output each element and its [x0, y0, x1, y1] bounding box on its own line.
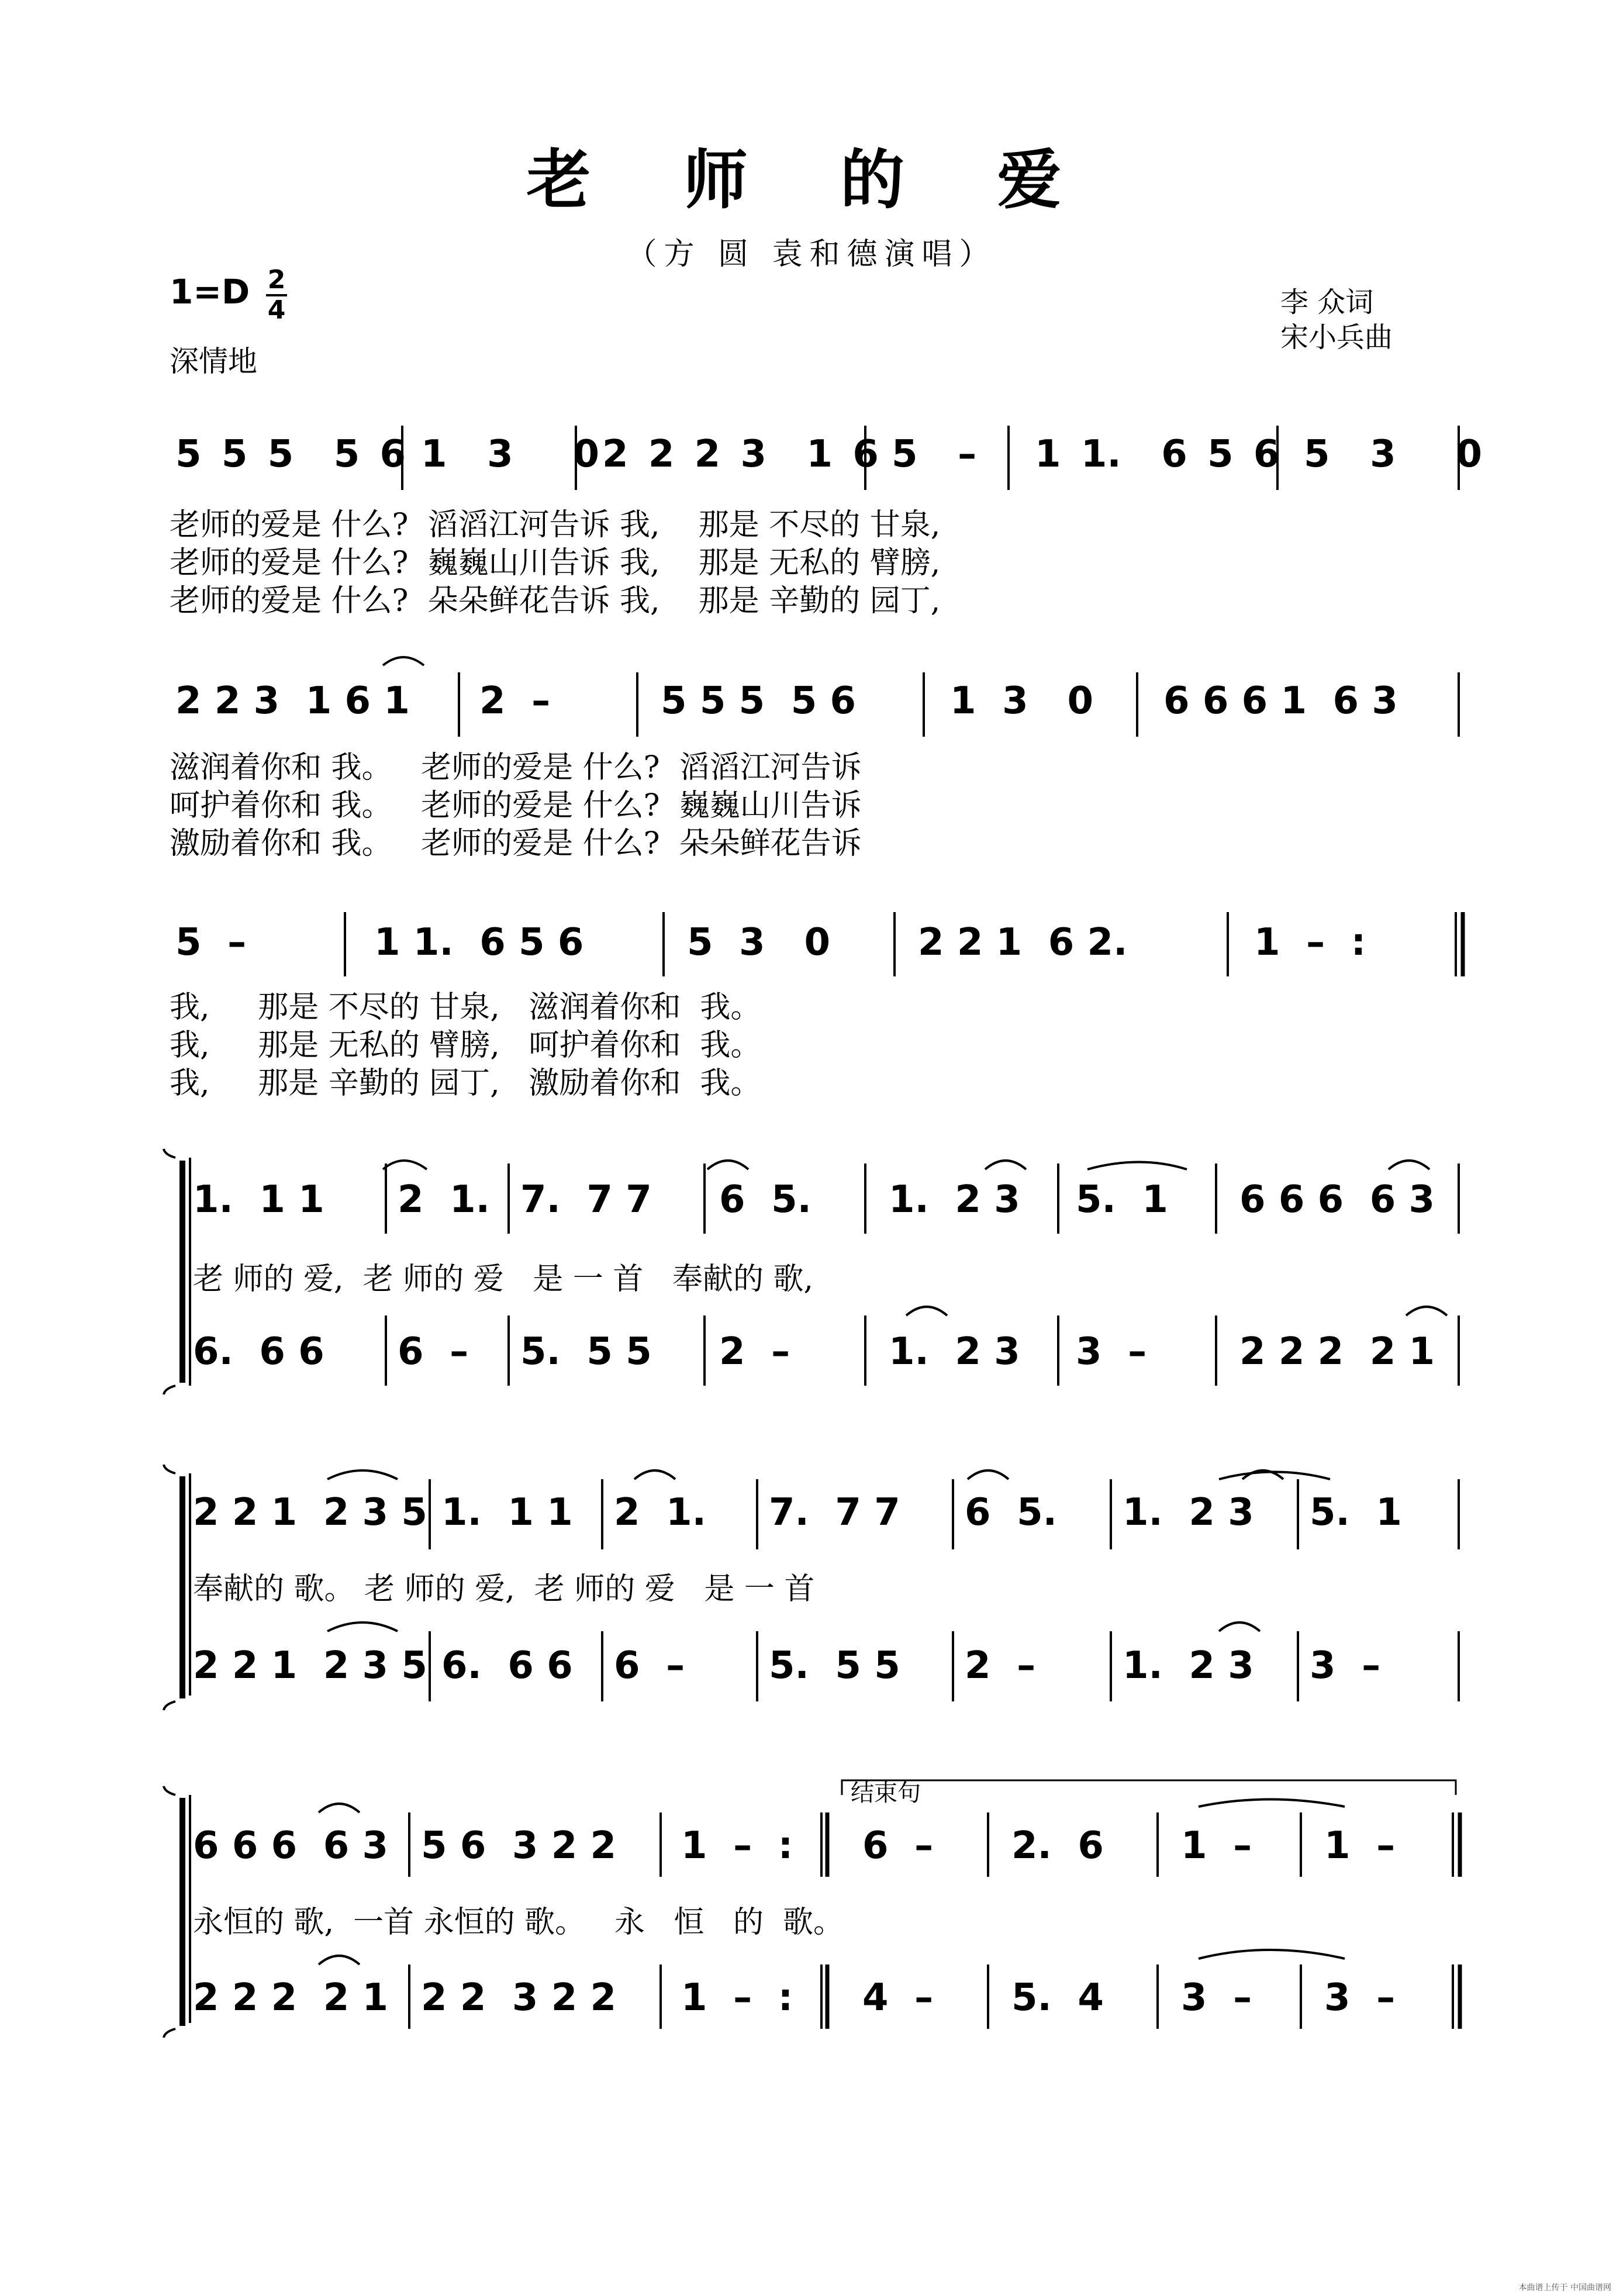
time-signature-top: 2 — [267, 265, 286, 295]
measure: 3 – — [1181, 1976, 1252, 2019]
song-title: 老 师 的 爱 — [526, 142, 1097, 217]
lyricist-credit: 李 众词 — [1280, 286, 1374, 319]
measure: 5. 1 — [1076, 1178, 1168, 1221]
time-signature-bottom: 4 — [267, 295, 286, 325]
measure: 1. 2 3 — [889, 1178, 1020, 1221]
measure: 5 6 3 2 2 — [421, 1824, 617, 1867]
measure: 1 3 0 — [950, 679, 1093, 723]
measure: 2 2 3 1 6 1 — [175, 679, 410, 723]
key-signature: 1=D — [170, 272, 250, 312]
composer-credit: 宋小兵曲 — [1280, 321, 1393, 354]
system-4-lyric: 老 师的 爱, 老 师的 爱 是 一 首 奉献的 歌, — [193, 1262, 813, 1297]
measure: 1. 2 3 — [1123, 1491, 1254, 1534]
measure: 1 – — [1181, 1824, 1252, 1867]
song-subtitle: （方 圆 袁和德演唱） — [626, 237, 997, 272]
measure: 6 5. — [965, 1491, 1057, 1534]
system-6-lyric: 永恒的 歌, 一首 永恒的 歌。 永 恒 的 歌。 — [193, 1905, 844, 1940]
measure: 7. 7 7 — [520, 1178, 652, 1221]
measure: 1 – : — [681, 1824, 793, 1867]
system-1-lyric-1: 老师的爱是 什么? 滔滔江河告诉 我, 那是 不尽的 甘泉, — [170, 507, 941, 543]
measure: 6. 6 6 — [193, 1330, 324, 1373]
tempo-marking: 深情地 — [170, 344, 257, 378]
system-5-lyric: 奉献的 歌。 老 师的 爱, 老 师的 爱 是 一 首 — [193, 1572, 815, 1607]
measure: 5 – — [892, 433, 977, 476]
measure: 6 6 6 6 3 — [1239, 1178, 1435, 1221]
system-2-lyric-3: 激励着你和 我。 老师的爱是 什么? 朵朵鲜花告诉 — [170, 826, 862, 861]
system-2-lyric-2: 呵护着你和 我。 老师的爱是 什么? 巍巍山川告诉 — [170, 788, 862, 823]
system-1-lyric-2: 老师的爱是 什么? 巍巍山川告诉 我, 那是 无私的 臂膀, — [170, 545, 941, 581]
measure: 2 2 1 2 3 5 — [193, 1491, 427, 1534]
ending-label: 结束句 — [851, 1780, 921, 1807]
measure: 1. 1 1 — [441, 1491, 573, 1534]
measure: 1 – — [1324, 1824, 1396, 1867]
measure: 2 1. — [398, 1178, 490, 1221]
measure: 6 – — [614, 1644, 685, 1687]
measure: 5 3 0 — [1304, 433, 1482, 476]
measure: 7. 7 7 — [769, 1491, 900, 1534]
measure: 2 – — [965, 1644, 1036, 1687]
measure: 6 6 6 1 6 3 — [1163, 679, 1398, 723]
measure: 5 – — [175, 921, 247, 964]
measure: 2 – — [479, 679, 551, 723]
measure: 6. 6 6 — [441, 1644, 573, 1687]
measure: 2 2 1 2 3 5 — [193, 1644, 427, 1687]
system-1-lyric-3: 老师的爱是 什么? 朵朵鲜花告诉 我, 那是 辛勤的 园丁, — [170, 584, 941, 619]
measure: 1. 2 3 — [1123, 1644, 1254, 1687]
measure: 1 1. 6 5 6 — [1035, 433, 1280, 476]
measure: 1 – : — [1254, 921, 1366, 964]
measure: 2. 6 — [1011, 1824, 1104, 1867]
measure: 2 2 2 2 1 — [1239, 1330, 1435, 1373]
system-2-lyric-1: 滋润着你和 我。 老师的爱是 什么? 滔滔江河告诉 — [170, 750, 862, 785]
measure: 6 – — [862, 1824, 934, 1867]
footer-watermark: 本曲谱上传于 中国曲谱网 — [1518, 2283, 1611, 2292]
measure: 3 – — [1324, 1976, 1396, 2019]
measure: 6 – — [398, 1330, 469, 1373]
system-3-lyric-3: 我, 那是 辛勤的 园丁, 激励着你和 我。 — [170, 1066, 761, 1101]
measure: 2 1. — [614, 1491, 706, 1534]
measure: 5. 1 — [1310, 1491, 1402, 1534]
measure: 1 3 0 — [421, 433, 599, 476]
measure: 5 5 5 5 6 — [661, 679, 857, 723]
measure: 3 – — [1076, 1330, 1147, 1373]
measure: 5 3 0 — [687, 921, 830, 964]
measure: 2 2 2 3 1 6 — [602, 433, 879, 476]
measure: 2 2 1 6 2. — [918, 921, 1128, 964]
measure: 5. 4 — [1011, 1976, 1104, 2019]
measure: 2 – — [719, 1330, 790, 1373]
measure: 5 5 5 5 6 — [175, 433, 406, 476]
measure: 4 – — [862, 1976, 934, 2019]
measure: 5. 5 5 — [520, 1330, 652, 1373]
measure: 2 2 3 2 2 — [421, 1976, 617, 2019]
measure: 3 – — [1310, 1644, 1381, 1687]
measure: 1. 2 3 — [889, 1330, 1020, 1373]
measure: 2 2 2 2 1 — [193, 1976, 389, 2019]
measure: 5. 5 5 — [769, 1644, 900, 1687]
measure: 1 – : — [681, 1976, 793, 2019]
measure: 1. 1 1 — [193, 1178, 324, 1221]
measure: 6 5. — [719, 1178, 811, 1221]
system-3-lyric-1: 我, 那是 不尽的 甘泉, 滋润着你和 我。 — [170, 990, 761, 1025]
measure: 6 6 6 6 3 — [193, 1824, 389, 1867]
system-3-lyric-2: 我, 那是 无私的 臂膀, 呵护着你和 我。 — [170, 1028, 761, 1063]
measure: 1 1. 6 5 6 — [374, 921, 584, 964]
